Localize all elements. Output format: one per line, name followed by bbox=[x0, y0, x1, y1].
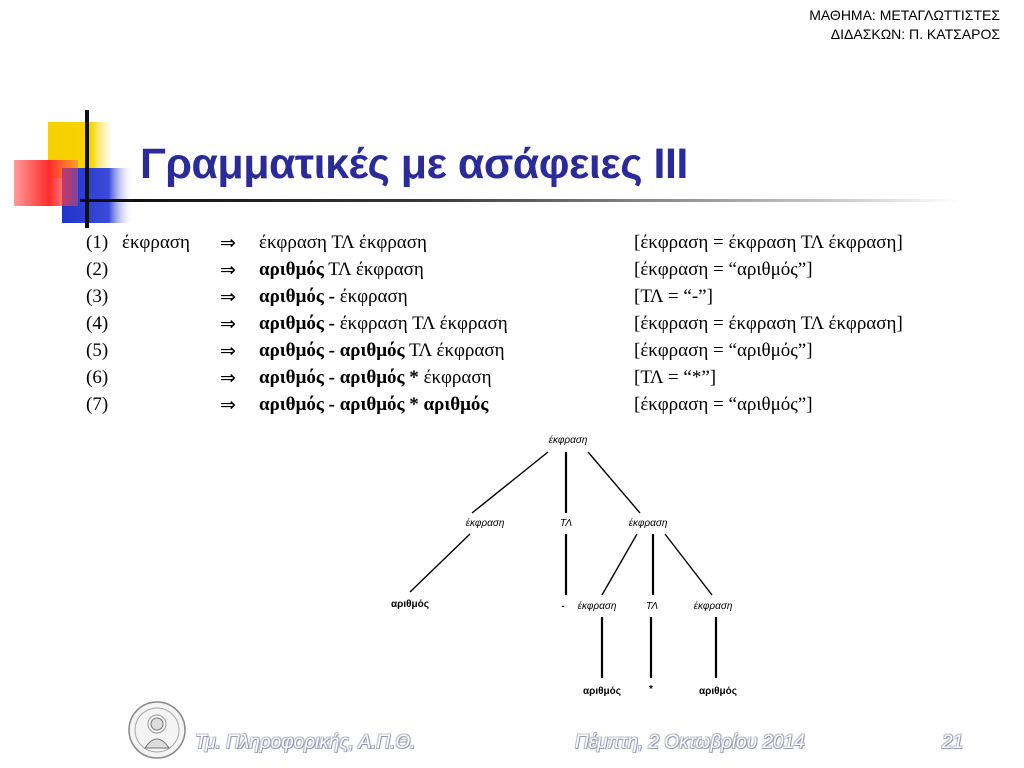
instructor-name: ΔΙΔΑΣΚΩΝ: Π. ΚΑΤΣΑΡΟΣ bbox=[830, 26, 1000, 42]
tree-leaf: αριθμός bbox=[583, 686, 621, 697]
step-rule: [ΤΛ = “-”] bbox=[634, 286, 713, 307]
tree-edge bbox=[472, 452, 548, 513]
step-lhs: έκφραση bbox=[122, 232, 190, 253]
step-rule: [έκφραση = “αριθμός”] bbox=[634, 340, 813, 361]
tree-edge bbox=[410, 534, 470, 592]
step-number: (4) bbox=[86, 313, 109, 334]
step-rule: [έκφραση = έκφραση ΤΛ έκφραση] bbox=[634, 313, 903, 334]
step-number: (3) bbox=[86, 286, 109, 307]
step-expression-rest: ΤΛ έκφραση bbox=[404, 340, 505, 361]
step-expression-bold: αριθμός - αριθμός * αριθμός bbox=[259, 394, 489, 415]
step-number: (5) bbox=[86, 340, 109, 361]
derives-arrow-icon: ⇒ bbox=[220, 232, 236, 254]
derives-arrow-icon: ⇒ bbox=[220, 259, 236, 281]
step-rule: [έκφραση = έκφραση ΤΛ έκφραση] bbox=[634, 232, 903, 253]
tree-edge bbox=[602, 534, 637, 595]
footer-page-number: 21 bbox=[942, 732, 964, 753]
step-expression-rest: ΤΛ έκφραση bbox=[323, 259, 424, 280]
university-seal-icon bbox=[127, 700, 187, 760]
step-number: (2) bbox=[86, 259, 109, 280]
step-expression-rest: έκφραση ΤΛ έκφραση bbox=[334, 313, 508, 334]
tree-leaf: * bbox=[649, 684, 653, 695]
step-expression-bold: αριθμός - bbox=[259, 313, 335, 334]
step-expression-rest: έκφραση bbox=[334, 286, 408, 307]
derives-arrow-icon: ⇒ bbox=[220, 367, 236, 389]
tree-edge bbox=[665, 534, 712, 595]
step-expression-rest: έκφραση ΤΛ έκφραση bbox=[259, 232, 427, 253]
tree-node: έκφραση bbox=[577, 601, 617, 612]
step-rule: [ΤΛ = “*”] bbox=[634, 367, 717, 388]
derives-arrow-icon: ⇒ bbox=[220, 340, 236, 362]
course-name: ΜΑΘΗΜΑ: ΜΕΤΑΓΛΩΤΤΙΣΤΕΣ bbox=[809, 7, 1000, 23]
step-expression-bold: αριθμός bbox=[259, 259, 324, 280]
step-expression-bold: αριθμός - αριθμός bbox=[259, 340, 405, 361]
step-number: (6) bbox=[86, 367, 109, 388]
step-rule: [έκφραση = “αριθμός”] bbox=[634, 259, 813, 280]
slide-title: Γραμματικές με ασάφειες ΙΙΙ bbox=[140, 140, 688, 188]
step-number: (1) bbox=[86, 232, 109, 253]
tree-node: έκφραση bbox=[628, 518, 668, 529]
derives-arrow-icon: ⇒ bbox=[220, 313, 236, 335]
tree-node: ΤΛ bbox=[645, 601, 659, 612]
step-expression-rest: έκφραση bbox=[418, 367, 492, 388]
footer-date: Πέμπτη, 2 Οκτωβρίου 2014 bbox=[575, 732, 805, 753]
step-number: (7) bbox=[86, 394, 109, 415]
derives-arrow-icon: ⇒ bbox=[220, 286, 236, 308]
tree-node: έκφραση bbox=[693, 601, 733, 612]
footer-department: Τμ. Πληροφορικής, Α.Π.Θ. bbox=[195, 732, 416, 753]
derives-arrow-icon: ⇒ bbox=[220, 394, 236, 416]
tree-edge bbox=[588, 452, 640, 513]
tree-leaf: - bbox=[561, 601, 565, 612]
step-expression-bold: αριθμός - αριθμός * bbox=[259, 367, 419, 388]
tree-leaf: αριθμός bbox=[391, 599, 429, 610]
tree-node-root: έκφραση bbox=[548, 435, 588, 446]
step-expression-bold: αριθμός - bbox=[259, 286, 335, 307]
step-rule: [έκφραση = “αριθμός”] bbox=[634, 394, 813, 415]
tree-node: ΤΛ bbox=[559, 518, 573, 529]
tree-node: έκφραση bbox=[465, 518, 505, 529]
tree-leaf: αριθμός bbox=[699, 686, 737, 697]
